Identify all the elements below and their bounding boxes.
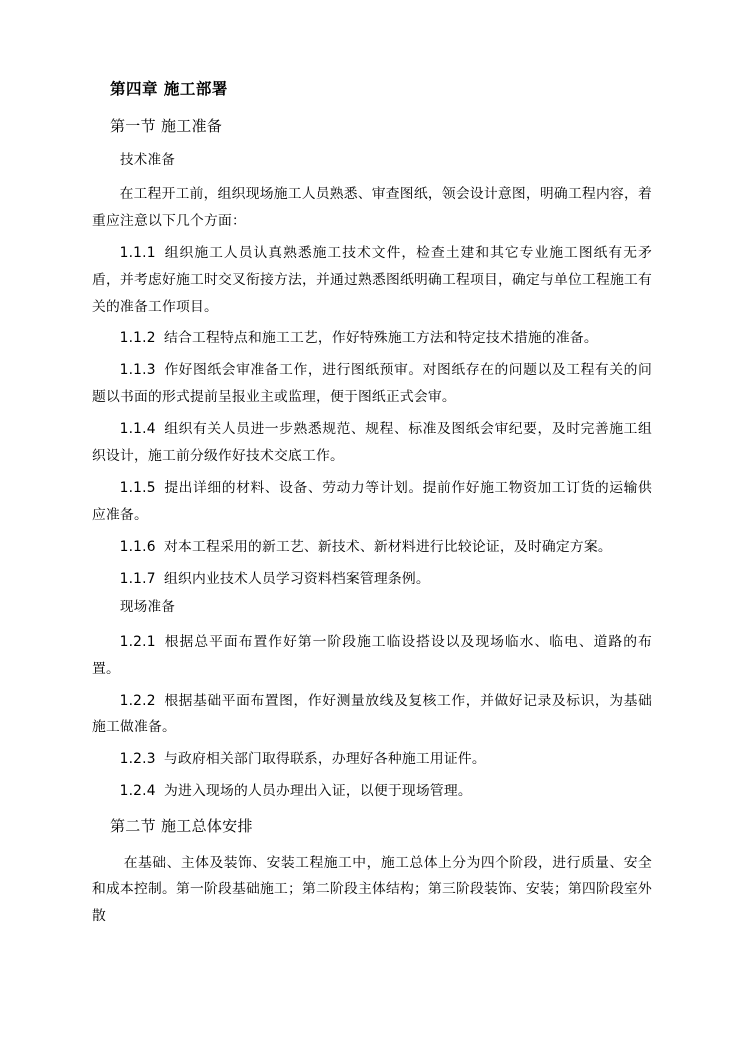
item-text: 组织内业技术人员学习资料档案管理条例。 — [163, 570, 430, 587]
item-text: 提出详细的材料、设备、劳动力等计划。提前作好施工物资加工订货的运输供应准备。 — [92, 479, 652, 523]
item-label: 1.2.3 — [119, 751, 156, 768]
item-text: 组织有关人员进一步熟悉规范、规程、标准及图纸会审纪要，及时完善施工组织设计，施工前分级作好技术交底工作。 — [92, 421, 652, 465]
subsection-site-preparation-title: 现场准备 — [120, 599, 176, 616]
item-label: 1.1.7 — [119, 570, 156, 587]
list-item — [92, 534, 652, 561]
list-item — [92, 688, 652, 742]
list-item — [92, 325, 652, 352]
list-item — [92, 357, 652, 411]
item-label: 1.1.2 — [119, 330, 156, 347]
item-label: 1.2.1 — [119, 633, 156, 650]
list-item — [92, 475, 652, 529]
item-text: 结合工程特点和施工工艺，作好特殊施工方法和特定技术措施的准备。 — [163, 330, 598, 347]
item-label: 1.1.4 — [119, 421, 156, 438]
item-text: 与政府相关部门取得联系，办理好各种施工用证件。 — [163, 751, 486, 768]
list-item — [92, 416, 652, 470]
item-label: 1.1.1 — [119, 244, 156, 261]
item-label: 1.1.5 — [119, 479, 156, 496]
section-2-paragraph: 在基础、主体及装饰、安装工程施工中，施工总体上分为四个阶段，进行质量、安全和成本控制。第一阶段基础施工；第二阶段主体结构；第三阶段装饰、安装；第四阶段室外散 — [92, 854, 652, 925]
list-item — [92, 629, 652, 683]
list-item — [92, 778, 652, 805]
item-label: 1.1.6 — [119, 538, 156, 555]
item-label: 1.1.3 — [119, 362, 156, 379]
list-item — [92, 746, 652, 773]
item-text: 根据总平面布置作好第一阶段施工临设搭设以及现场临水、临电、道路的布置。 — [92, 633, 652, 677]
item-text: 组织施工人员认真熟悉施工技术文件，检查土建和其它专业施工图纸有无矛盾，并考虑好施工时交叉衔接方法，并通过熟悉图纸明确工程项目，确定与单位工程施工有关的准备工作项目。 — [92, 244, 652, 315]
section-2-title: 第二节 施工总体安排 — [110, 817, 253, 836]
item-text: 对本工程采用的新工艺、新技术、新材料进行比较论证，及时确定方案。 — [163, 538, 612, 555]
item-label: 1.2.2 — [119, 692, 156, 709]
list-item — [92, 240, 652, 321]
item-text: 作好图纸会审准备工作，进行图纸预审。对图纸存在的问题以及工程有关的问题以书面的形式提前呈报业主或监理，便于图纸正式会审。 — [92, 362, 652, 406]
item-label: 1.2.4 — [119, 783, 156, 800]
subsection-technical-preparation-title: 技术准备 — [120, 151, 176, 168]
document-content — [92, 78, 652, 935]
section-1-title: 第一节 施工准备 — [110, 117, 223, 136]
intro-paragraph: 在工程开工前，组织现场施工人员熟悉、审查图纸，领会设计意图，明确工程内容，着重应注意以下几个方面： — [92, 186, 652, 229]
item-text: 根据基础平面布置图，作好测量放线及复核工作，并做好记录及标识，为基础施工做准备。 — [92, 692, 652, 736]
item-text: 为进入现场的人员办理出入证，以便于现场管理。 — [163, 783, 472, 800]
chapter-title: 第四章 施工部署 — [110, 80, 228, 98]
list-item — [92, 566, 652, 593]
